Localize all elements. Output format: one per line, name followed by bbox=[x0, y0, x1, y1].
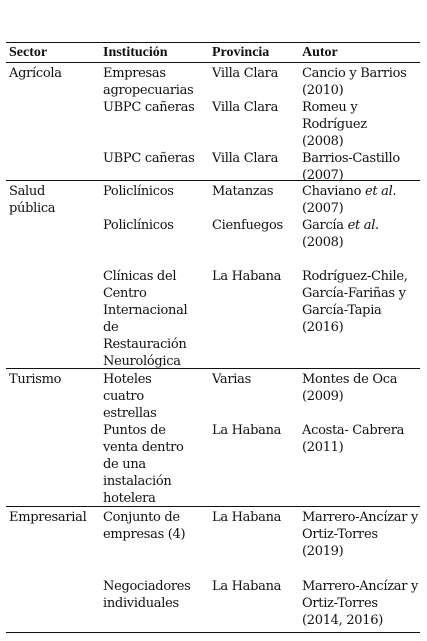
provincia-cell: Villa Clara bbox=[212, 66, 279, 81]
provincia-cell: Matanzas bbox=[212, 184, 274, 199]
autor-cell: Romeu y Rodríguez (2008) bbox=[302, 100, 367, 149]
autor-etal: et al. bbox=[364, 184, 397, 199]
provincia-cell: Cienfuegos bbox=[212, 218, 283, 233]
provincia-cell: La Habana bbox=[212, 579, 282, 594]
autor-cell bbox=[302, 217, 420, 251]
autor-cell: Montes de Oca (2009) bbox=[302, 372, 398, 404]
institucion-cell: UBPC cañeras bbox=[103, 151, 195, 166]
group-turismo bbox=[6, 369, 420, 507]
autor-name: Chaviano bbox=[302, 184, 362, 199]
autor-cell: Rodríguez-Chile, García-Fariñas y García-Tapia (2016) bbox=[302, 269, 408, 335]
provincia-cell: La Habana bbox=[212, 510, 282, 525]
provincia-cell: La Habana bbox=[212, 269, 282, 284]
autor-etal: et al. bbox=[347, 218, 379, 233]
autor-year: (2008) bbox=[302, 235, 344, 250]
institucion-cell: Clínicas del Centro Internacional de Restauración Neurológica bbox=[103, 269, 188, 369]
table-header bbox=[6, 43, 420, 63]
header-institucion: Institución bbox=[103, 45, 168, 60]
institucion-cell: Conjunto de empresas (4) bbox=[103, 510, 186, 542]
autor-cell: Marrero-Ancízar y Ortiz-Torres (2014, 2016) bbox=[302, 579, 419, 628]
autor-name: García bbox=[302, 218, 344, 233]
autor-cell bbox=[302, 183, 420, 217]
institucion-cell: Hoteles cuatro estrellas bbox=[103, 372, 157, 421]
institucion-cell: Puntos de venta dentro de una instalación hotelera bbox=[103, 423, 184, 506]
provincia-cell: La Habana bbox=[212, 423, 282, 438]
group-salud-publica bbox=[6, 181, 420, 369]
autor-cell: Barrios-Castillo (2007) bbox=[302, 151, 400, 183]
autor-cell: Cancio y Barrios (2010) bbox=[302, 66, 407, 98]
institucion-cell: Negociadores individuales bbox=[103, 579, 191, 611]
autor-cell: Marrero-Ancízar y Ortiz-Torres (2019) bbox=[302, 510, 419, 559]
header-provincia: Provincia bbox=[212, 45, 270, 60]
header-autor: Autor bbox=[302, 45, 338, 60]
sector-cell: Agrícola bbox=[9, 66, 62, 81]
group-empresarial bbox=[6, 507, 420, 633]
group-agricola bbox=[6, 63, 420, 181]
provincia-cell: Villa Clara bbox=[212, 151, 279, 166]
institucion-cell: Empresas agropecuarias bbox=[103, 66, 194, 98]
sector-cell: Empresarial bbox=[9, 510, 87, 525]
data-table bbox=[6, 42, 420, 633]
provincia-cell: Villa Clara bbox=[212, 100, 279, 115]
institucion-cell: Policlínicos bbox=[103, 184, 174, 199]
sector-cell: Salud pública bbox=[9, 184, 56, 216]
autor-cell: Acosta- Cabrera (2011) bbox=[302, 423, 405, 455]
sector-cell: Turismo bbox=[9, 372, 62, 387]
institucion-cell: UBPC cañeras bbox=[103, 100, 195, 115]
institucion-cell: Policlínicos bbox=[103, 218, 174, 233]
autor-year: (2007) bbox=[302, 201, 344, 216]
provincia-cell: Varias bbox=[212, 372, 251, 387]
header-sector: Sector bbox=[9, 45, 48, 60]
